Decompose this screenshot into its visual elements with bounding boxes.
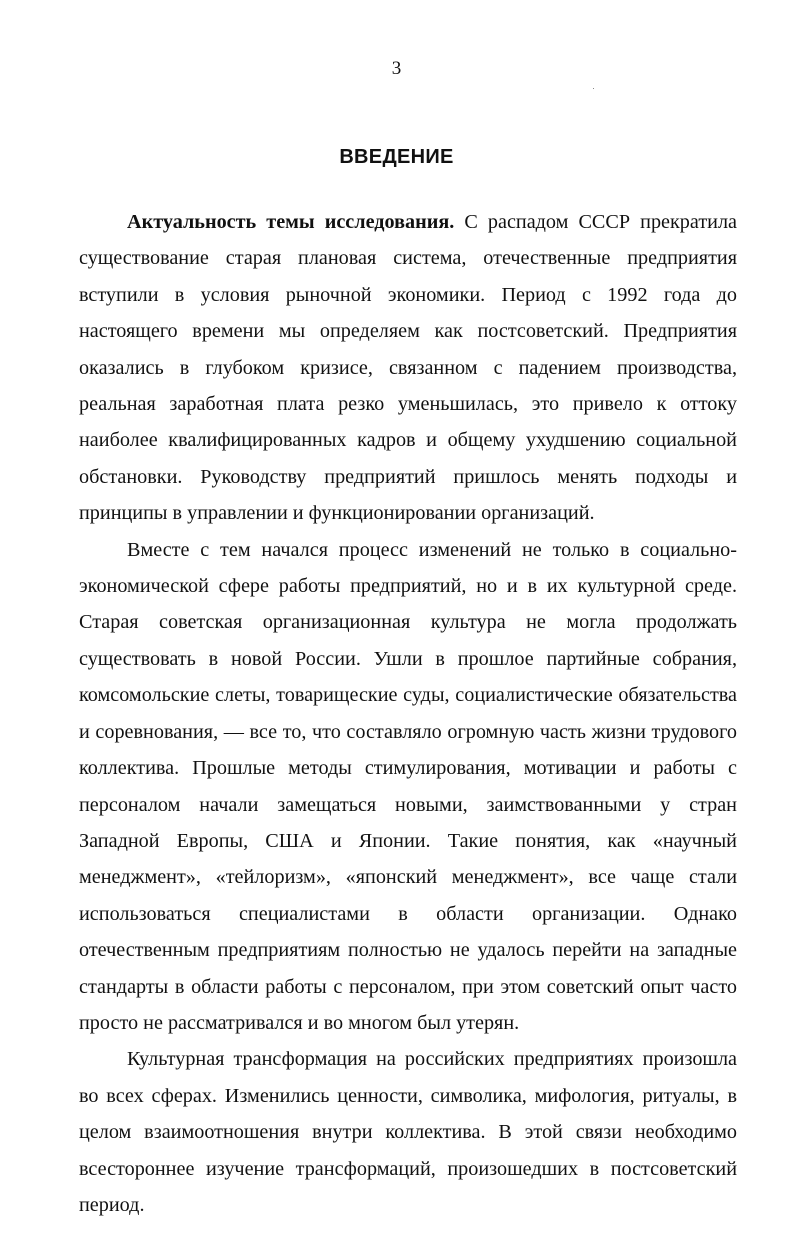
paragraph-relevance [79,204,737,532]
paragraph-text: С распадом СССР прекратила существование старая плановая система, отечественные предприятия вступили в условия рыночной экономики. Период с 1992 года до настоящего времени мы определяем как постсоветский. Предприятия оказались в глубоком кризисе, связанном с падением производства, реальная заработная плата резко уменьшилась, это привело к оттоку наиболее квалифицированных кадров и общему ухудшению социальной обстановки. Руководству предприятий пришлось менять подходы и принципы в управлении и функционировании организаций. [79,211,737,525]
paragraph-lead: Актуальность темы исследования. [127,211,455,233]
paragraph-transformation: Культурная трансформация на российских предприятиях произошла во всех сферах. Изменились ценности, символика, мифология, ритуалы, в целом взаимоотношения внутри коллектива. В этой связи необходимо всестороннее изучение трансформаций, произошедших в постсоветский период. [79,1048,737,1216]
section-heading: ВВЕДЕНИЕ [339,146,454,168]
scan-speck [593,88,594,89]
paragraph-culture-change: Вместе с тем начался процесс изменений не только в социально-экономической сфере работы предприятий, но и в их культурной среде. Старая советская организационная культура не могла продолжать существовать в новой России. Ушли в прошлое партийные собрания, комсомольские слеты, товарищеские суды, социалистические обязательства и соревнования, — все то, что составляло огромную часть жизни трудового коллектива. Прошлые методы стимулирования, мотивации и работы с персоналом начали замещаться новыми, заимствованными у стран Западной Европы, США и Японии. Такие понятия, как «научный менеджмент», «тейлоризм», «японский менеджмент», все чаще стали использоваться специалистами в области организации. Однако отечественным предприятиям полностью не удалось перейти на западные стандарты в области работы с персоналом, при этом советский опыт часто просто не рассматривался и во многом был утерян. [79,538,737,1034]
page-number: 3 [391,58,402,79]
body-text [79,204,737,1223]
